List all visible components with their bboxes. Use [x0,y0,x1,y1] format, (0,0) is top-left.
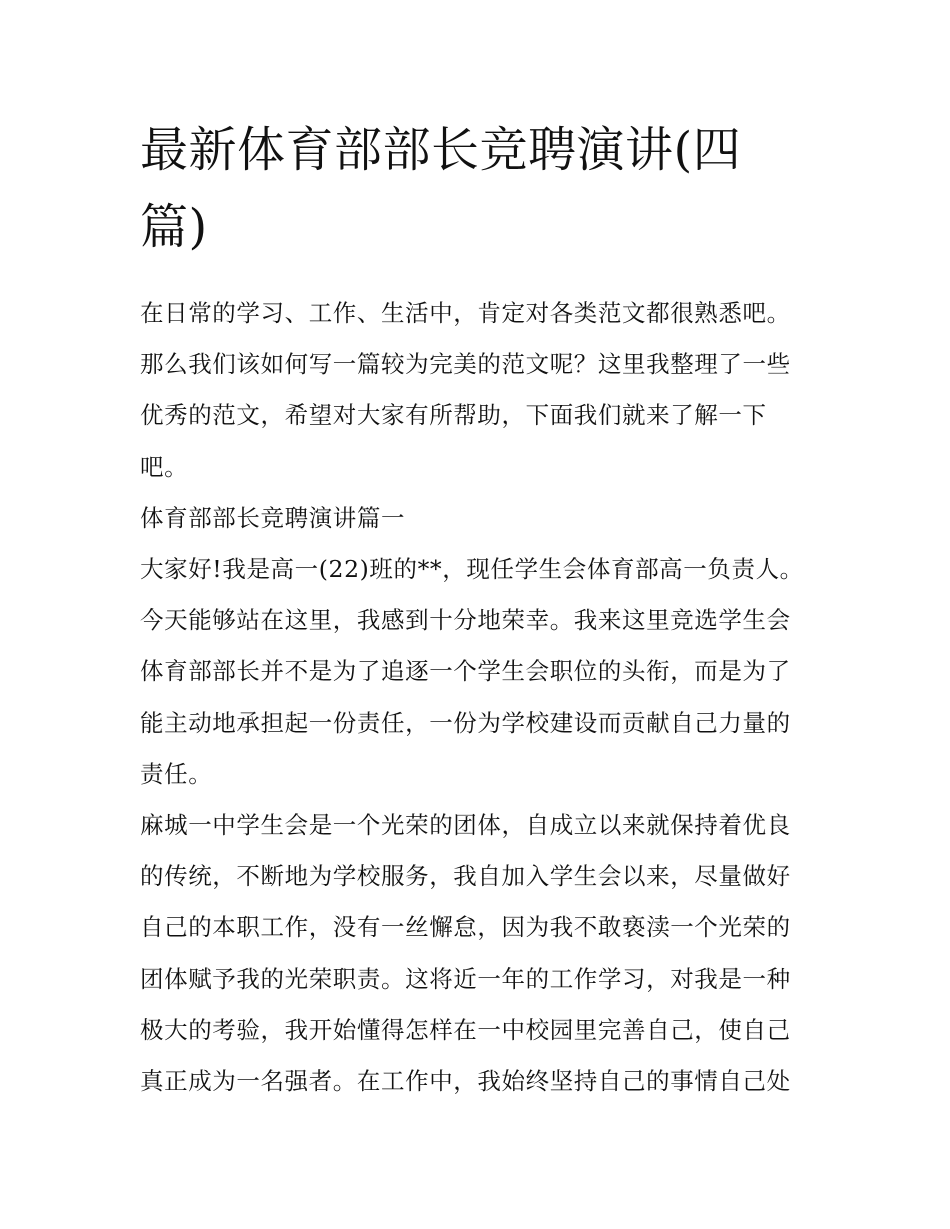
document-title: 最新体育部部长竞聘演讲(四篇) [140,122,742,255]
speech-paragraph-1: 大家好!我是高一(22)班的**，现任学生会体育部高一负责人。今天能够站在这里，我感到十分地荣幸。我来这里竞选学生会体育部部长并不是为了追逐一个学生会职位的头衔，而是为了能主动地承担起一份责任，一份为学校建设而贡献自己力量的责任。 [140,555,804,788]
intro-paragraph: 在日常的学习、工作、生活中，肯定对各类范文都很熟悉吧。那么我们该如何写一篇较为完美的范文呢？这里我整理了一些优秀的范文，希望对大家有所帮助，下面我们就来了解一下吧。 [140,299,791,481]
section-heading: 体育部部长竞聘演讲篇一 [140,503,406,532]
document-page [140,112,812,1107]
document-body [140,288,812,1107]
speech-paragraph-2: 麻城一中学生会是一个光荣的团体，自成立以来就保持着优良的传统，不断地为学校服务，我自加入学生会以来，尽量做好自己的本职工作，没有一丝懈怠，因为我不敢亵渎一个光荣的团体赋予我的光荣职责。这将近一年的工作学习，对我是一种极大的考验，我开始懂得怎样在一中校园里完善自己，使自己真正成为一名强者。在工作中，我始终坚持自己的事情自己处 [140,811,791,1096]
